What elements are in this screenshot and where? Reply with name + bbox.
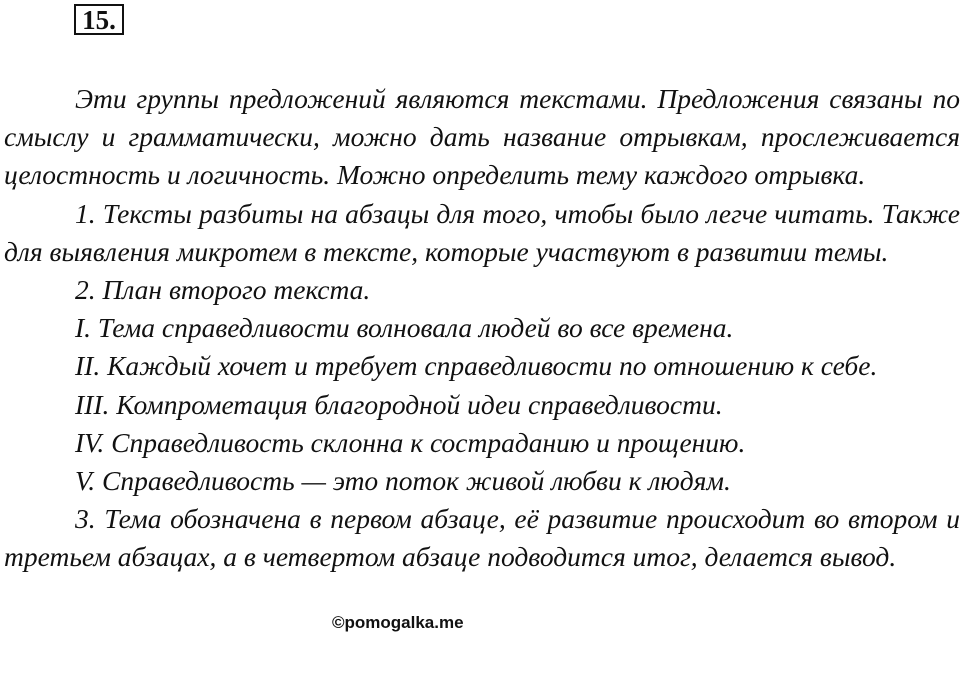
plan-heading: 2. План второго текста. (75, 274, 371, 306)
plan-item-2: II. Каждый хочет и требует справедливости по отношению к себе. (75, 350, 878, 382)
plan-item-4: IV. Справедливость склонна к состраданию и прощению. (75, 426, 746, 458)
plan-item-3: III. Компрометация благородной идеи справедливости. (75, 388, 723, 420)
paragraph-intro: Эти группы предложений являются текстами. Предложения связаны по смыслу и грамматически, можно дать название отрывкам, прослеживается целостность и логичность. Можно определить тему каждого отрывка. (4, 83, 960, 191)
task-number-box: 15. (74, 4, 124, 35)
paragraph-answer-1: 1. Тексты разбиты на абзацы для того, чтобы было легче читать. Также для выявления микротем в тексте, которые участвуют в развитии темы. (4, 197, 960, 267)
paragraph-answer-3: 3. Тема обозначена в первом абзаце, её развитие происходит во втором и третьем абзацах, а в четвертом абзаце подводится итог, делается вывод. (4, 503, 960, 573)
plan-item-1: I. Тема справедливости волновала людей во все времена. (75, 312, 734, 344)
watermark: ©pomogalka.me (332, 613, 464, 632)
plan-item-5: V. Справедливость — это поток живой любви к людям. (75, 465, 731, 497)
answer-text (4, 80, 960, 577)
